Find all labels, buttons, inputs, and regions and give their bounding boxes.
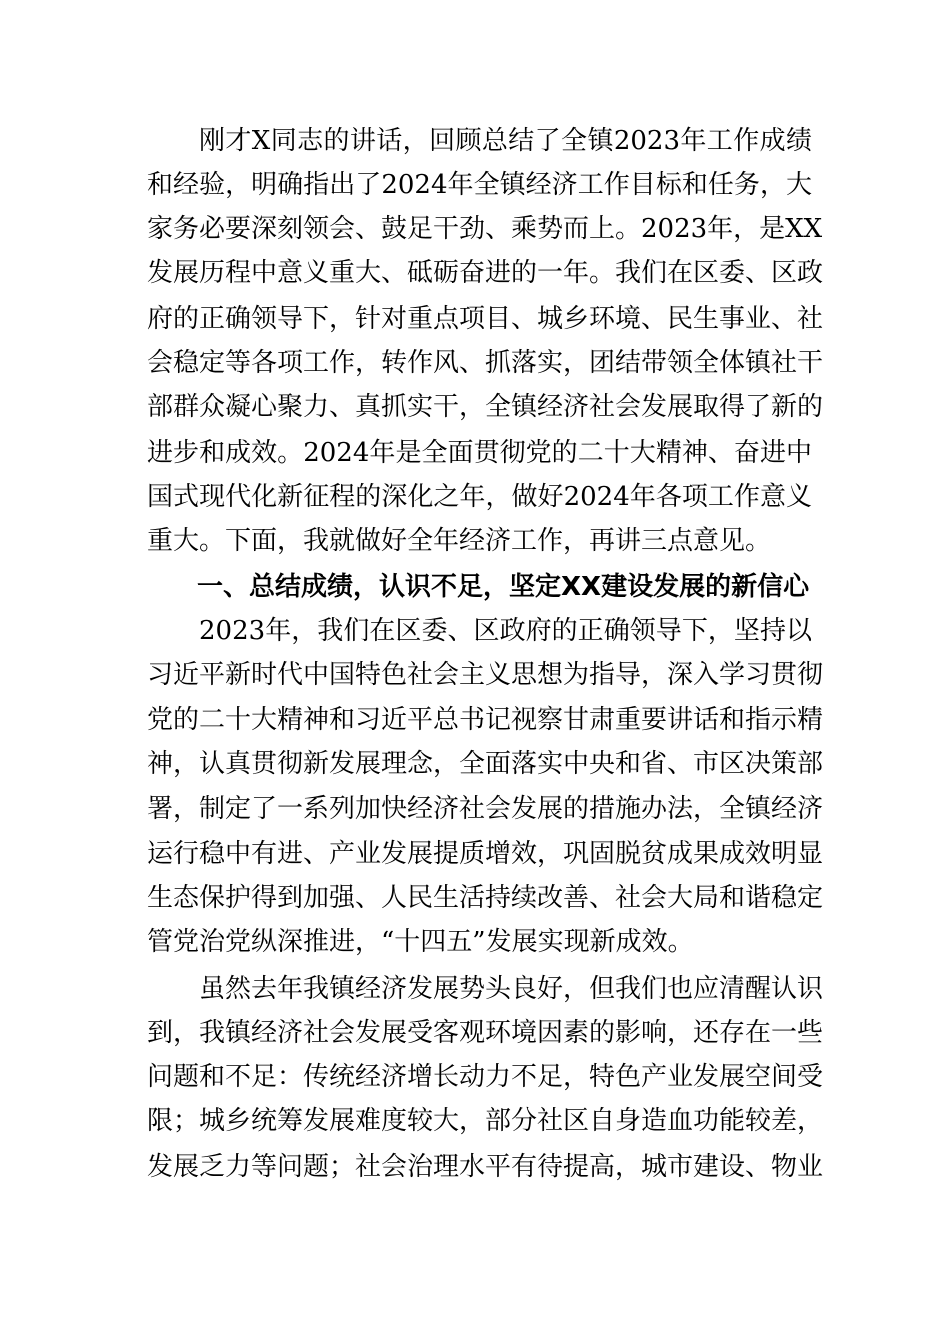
paragraph-1-line-8: 进步和成效。2024年是全面贯彻党的二十大精神、奋进中 [147, 438, 812, 468]
paragraph-2-line-1: 2023年，我们在区委、区政府的正确领导下，坚持以 [199, 616, 812, 646]
paragraph-1-line-3: 家务必要深刻领会、鼓足干劲、乘势而上。2023年，是XX [147, 214, 823, 244]
paragraph-1-line-1: 刚才X同志的讲话，回顾总结了全镇2023年工作成绩 [199, 126, 812, 156]
paragraph-3-line-1: 虽然去年我镇经济发展势头良好，但我们也应清醒认识 [199, 974, 824, 1004]
paragraph-3-line-2: 到，我镇经济社会发展受客观环境因素的影响，还存在一些 [147, 1018, 824, 1048]
paragraph-1-line-4: 发展历程中意义重大、砥砺奋进的一年。我们在区委、区政 [147, 258, 824, 288]
paragraph-3-line-3: 问题和不足：传统经济增长动力不足，特色产业发展空间受 [147, 1062, 824, 1092]
paragraph-2-line-6: 运行稳中有进、产业发展提质增效，巩固脱贫成果成效明显 [147, 839, 824, 869]
paragraph-1-line-7: 部群众凝心聚力、真抓实干，全镇经济社会发展取得了新的 [147, 392, 824, 422]
paragraph-2-line-7: 生态保护得到加强、人民生活持续改善、社会大局和谐稳定 [147, 883, 824, 913]
paragraph-2-line-2: 习近平新时代中国特色社会主义思想为指导，深入学习贯彻 [147, 660, 824, 690]
paragraph-1-line-2: 和经验，明确指出了2024年全镇经济工作目标和任务，大 [147, 170, 812, 200]
paragraph-1-line-10: 重大。下面，我就做好全年经济工作，再讲三点意见。 [147, 526, 772, 556]
paragraph-1-line-5: 府的正确领导下，针对重点项目、城乡环境、民生事业、社 [147, 304, 824, 334]
paragraph-2-line-8: 管党治党纵深推进，“十四五”发展实现新成效。 [147, 927, 694, 957]
paragraph-1-line-6: 会稳定等各项工作，转作风、抓落实，团结带领全体镇社干 [147, 348, 824, 378]
paragraph-2-line-4: 神，认真贯彻新发展理念，全面落实中央和省、市区决策部 [147, 749, 824, 779]
paragraph-1-line-9: 国式现代化新征程的深化之年，做好2024年各项工作意义 [147, 482, 812, 512]
paragraph-3-line-5: 发展乏力等问题；社会治理水平有待提高，城市建设、物业 [147, 1152, 824, 1182]
section-heading: 一、总结成绩，认识不足，坚定XX建设发展的新信心 [197, 572, 810, 602]
paragraph-2-line-3: 党的二十大精神和习近平总书记视察甘肃重要讲话和指示精 [147, 705, 824, 735]
paragraph-3-line-4: 限；城乡统筹发展难度较大，部分社区自身造血功能较差， [147, 1106, 824, 1136]
paragraph-2-line-5: 署，制定了一系列加快经济社会发展的措施办法，全镇经济 [147, 794, 824, 824]
